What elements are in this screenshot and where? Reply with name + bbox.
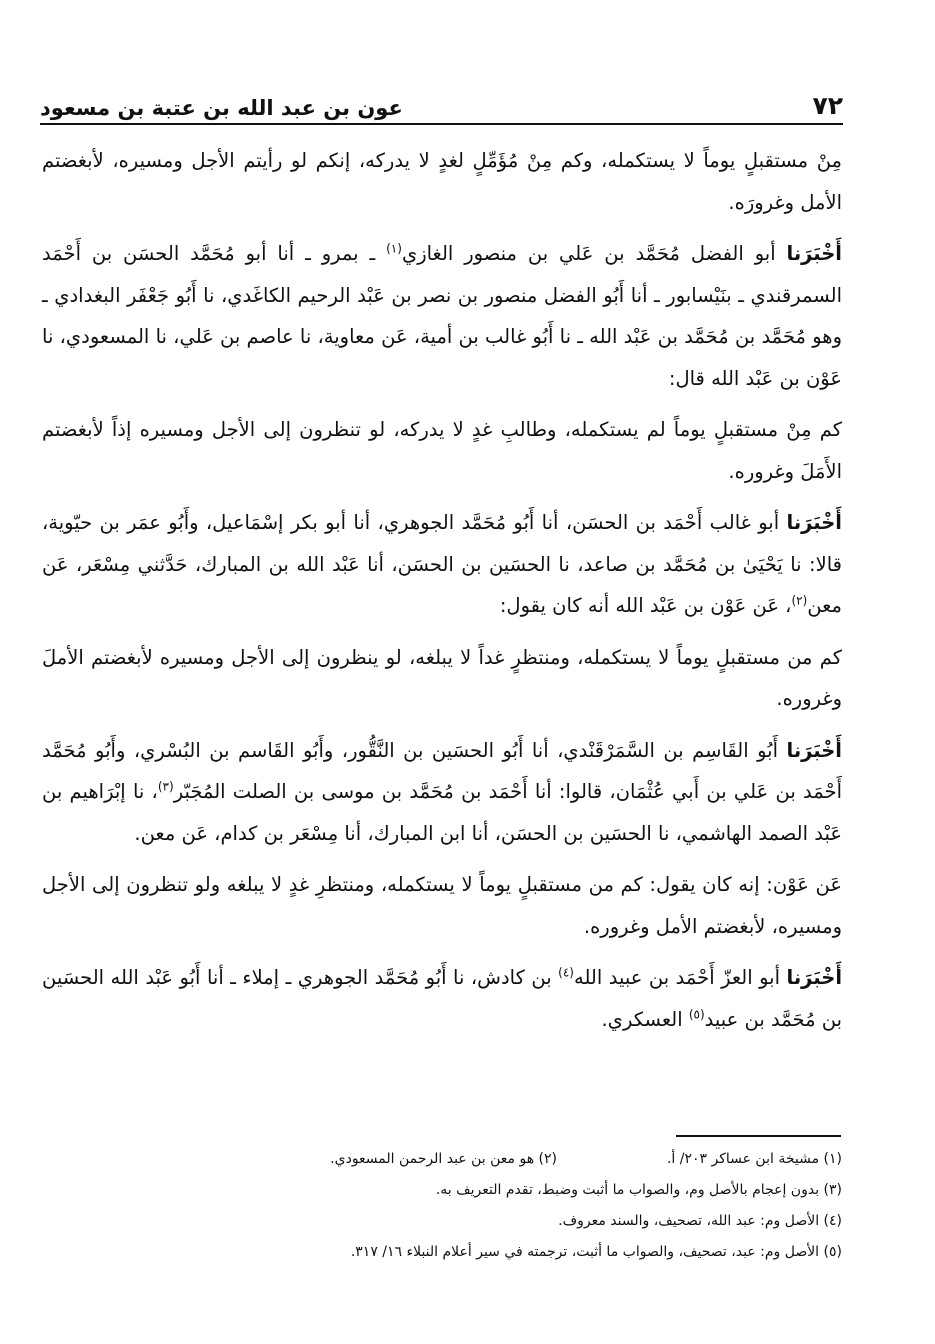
footnote-4: (٤) الأصل وم: عبد الله، تصحيف، والسند معروف.: [558, 1213, 842, 1229]
paragraph-1-text: مِنْ مستقبلٍ يوماً لا يستكمله، وكم مِنْ مُؤَمِّلٍ لغدٍ لا يدركه، إنكم لو رأيتم الأجل ومسيره، لأبغضتم الأمل وغرورَه.: [42, 149, 842, 214]
keyword-akhbarana: أَخْبَرَنا: [786, 966, 843, 989]
paragraph-1: [42, 140, 842, 223]
footnote-5: (٥) الأصل وم: عبد، تصحيف، والصواب ما أثبت، ترجمته في سير أعلام النبلاء ١٦/ ٣١٧.: [350, 1244, 842, 1260]
paragraph-5: [42, 637, 842, 720]
paragraph-5-text: كم من مستقبلٍ يوماً لا يستكمله، ومنتظرٍ غداً لا يبلغه، لو ينظرون إلى الأجل ومسيره لأبغضتم الأملَ وغروره.: [42, 645, 842, 710]
running-title: عون بن عبد الله بن عتبة بن مسعود: [40, 96, 403, 120]
paragraph-2-text-a: أبو الفضل مُحَمَّد بن عَلي بن منصور الغازي: [401, 242, 776, 265]
paragraph-7-text: عَن عَوْن: إنه كان يقول: كم من مستقبلٍ يوماً لا يستكمله، ومنتظرِ غدٍ لا يبلغه ولو تنظرون إلى الأجل ومسيره، لأبغضتم الأمل وغروره.: [42, 873, 842, 938]
paragraph-8-text-c: العسكري.: [601, 1007, 683, 1031]
header-rule: [40, 123, 843, 125]
paragraph-8-text-a: أبو العزّ أَحْمَد بن عبيد الله: [573, 966, 781, 989]
paragraph-6: [42, 730, 842, 855]
page-header: [40, 80, 843, 120]
footnote-ref-1: (١): [386, 241, 402, 256]
paragraph-4-text-b: ، عَن عَوْن بن عَبْد الله أنه كان يقول:: [499, 594, 792, 617]
footnote-1: (١) مشيخة ابن عساكر ٢٠٣/ أ.: [666, 1151, 842, 1167]
paragraph-3: [42, 409, 842, 492]
paragraph-6-text-b: ، نا إبْرَاهيم بن عَبْد الصمد الهاشمي، نا الحسَين بن الحسَن، أنا ابن المبارك، أنا مِسْعَر بن كدام، عَن معن.: [42, 780, 842, 845]
footnote-3: (٣) بدون إعجام بالأصل وم، والصواب ما أثبت وضبط، تقدم التعريف به.: [435, 1182, 842, 1198]
footnote-ref-2: (٢): [791, 593, 808, 608]
paragraph-4: [42, 502, 842, 627]
paragraph-3-text: كم مِنْ مستقبلٍ يوماً لم يستكمله، وطالبِ غدٍ لا يدركه، لو تنظرون إلى الأجل ومسيره إذاً لأبغضتم الأَمَلَ وغروره.: [42, 418, 842, 483]
paragraph-2: [42, 233, 842, 399]
paragraph-2-text-b: ـ بمرو ـ أنا أبو مُحَمَّد الحسَن بن أَحْمَد السمرقندي ـ بنَيْسابور ـ أنا أَبُو الفضل منصور بن نصر بن عَبْد الرحيم الكاغَدي، نا أَبُو جَعْفَر البغدادي ـ وهو مُحَمَّد بن مُحَمَّد بن عَبْد الله ـ نا أَبُو غالب بن أمية، عَن معاوية، نا عاصم بن عَلي، نا المسعودي، نا عَوْن بن عَبْد الله قال:: [42, 242, 842, 390]
keyword-akhbarana: أَخْبَرَنا: [786, 738, 842, 762]
footnote-2: (٢) هو معن بن عبد الرحمن المسعودي.: [330, 1151, 557, 1167]
footnote-rule: [676, 1135, 841, 1137]
footnote-row: [130, 1144, 842, 1175]
keyword-akhbarana: أَخْبَرَنا: [786, 511, 842, 534]
paragraph-4-text-a: أبو غالب أَحْمَد بن الحسَن، أنا أَبُو مُحَمَّد الجوهري، أنا أبو بكر إسْمَاعيل، وأَبُو عمَر بن حيّوية، قالا: نا يَحْيَىٰ بن مُحَمَّد بن صاعد، نا الحسَين بن الحسَن، أنا عَبْد الله بن المبارك، حَدَّثني مِسْعَر، عَن معن: [42, 511, 842, 617]
footnote-ref-4: (٤): [558, 965, 574, 980]
footnote-ref-3: (٣): [157, 779, 174, 794]
footnotes: [130, 1144, 842, 1268]
page-number: ٧٢: [812, 91, 843, 120]
paragraph-8: [42, 957, 842, 1040]
keyword-akhbarana: أَخْبَرَنا: [786, 242, 842, 265]
paragraph-7: [42, 864, 842, 947]
main-text: [42, 140, 842, 1050]
paragraph-8-text-b: بن كادش، نا أَبُو مُحَمَّد الجوهري ـ إملاء ـ أنا أَبُو عَبْد الله الحسَين بن مُحَمَّد بن عبيد: [42, 966, 842, 1031]
paragraph-6-text-a: أَبُو القَاسِم بن السَّمَرْقَنْدي، أنا أَبُو الحسَين بن النَّقُّور، وأَبُو القَاسم بن البُسْري، وأَبُو مُحَمَّد أَحْمَد بن عَلي بن أَبي عُثْمَان، قالوا: أنا أَحْمَد بن مُحَمَّد بن موسى بن الصلت المُجَبّر: [42, 738, 842, 803]
footnote-ref-5: (٥): [688, 1007, 705, 1021]
